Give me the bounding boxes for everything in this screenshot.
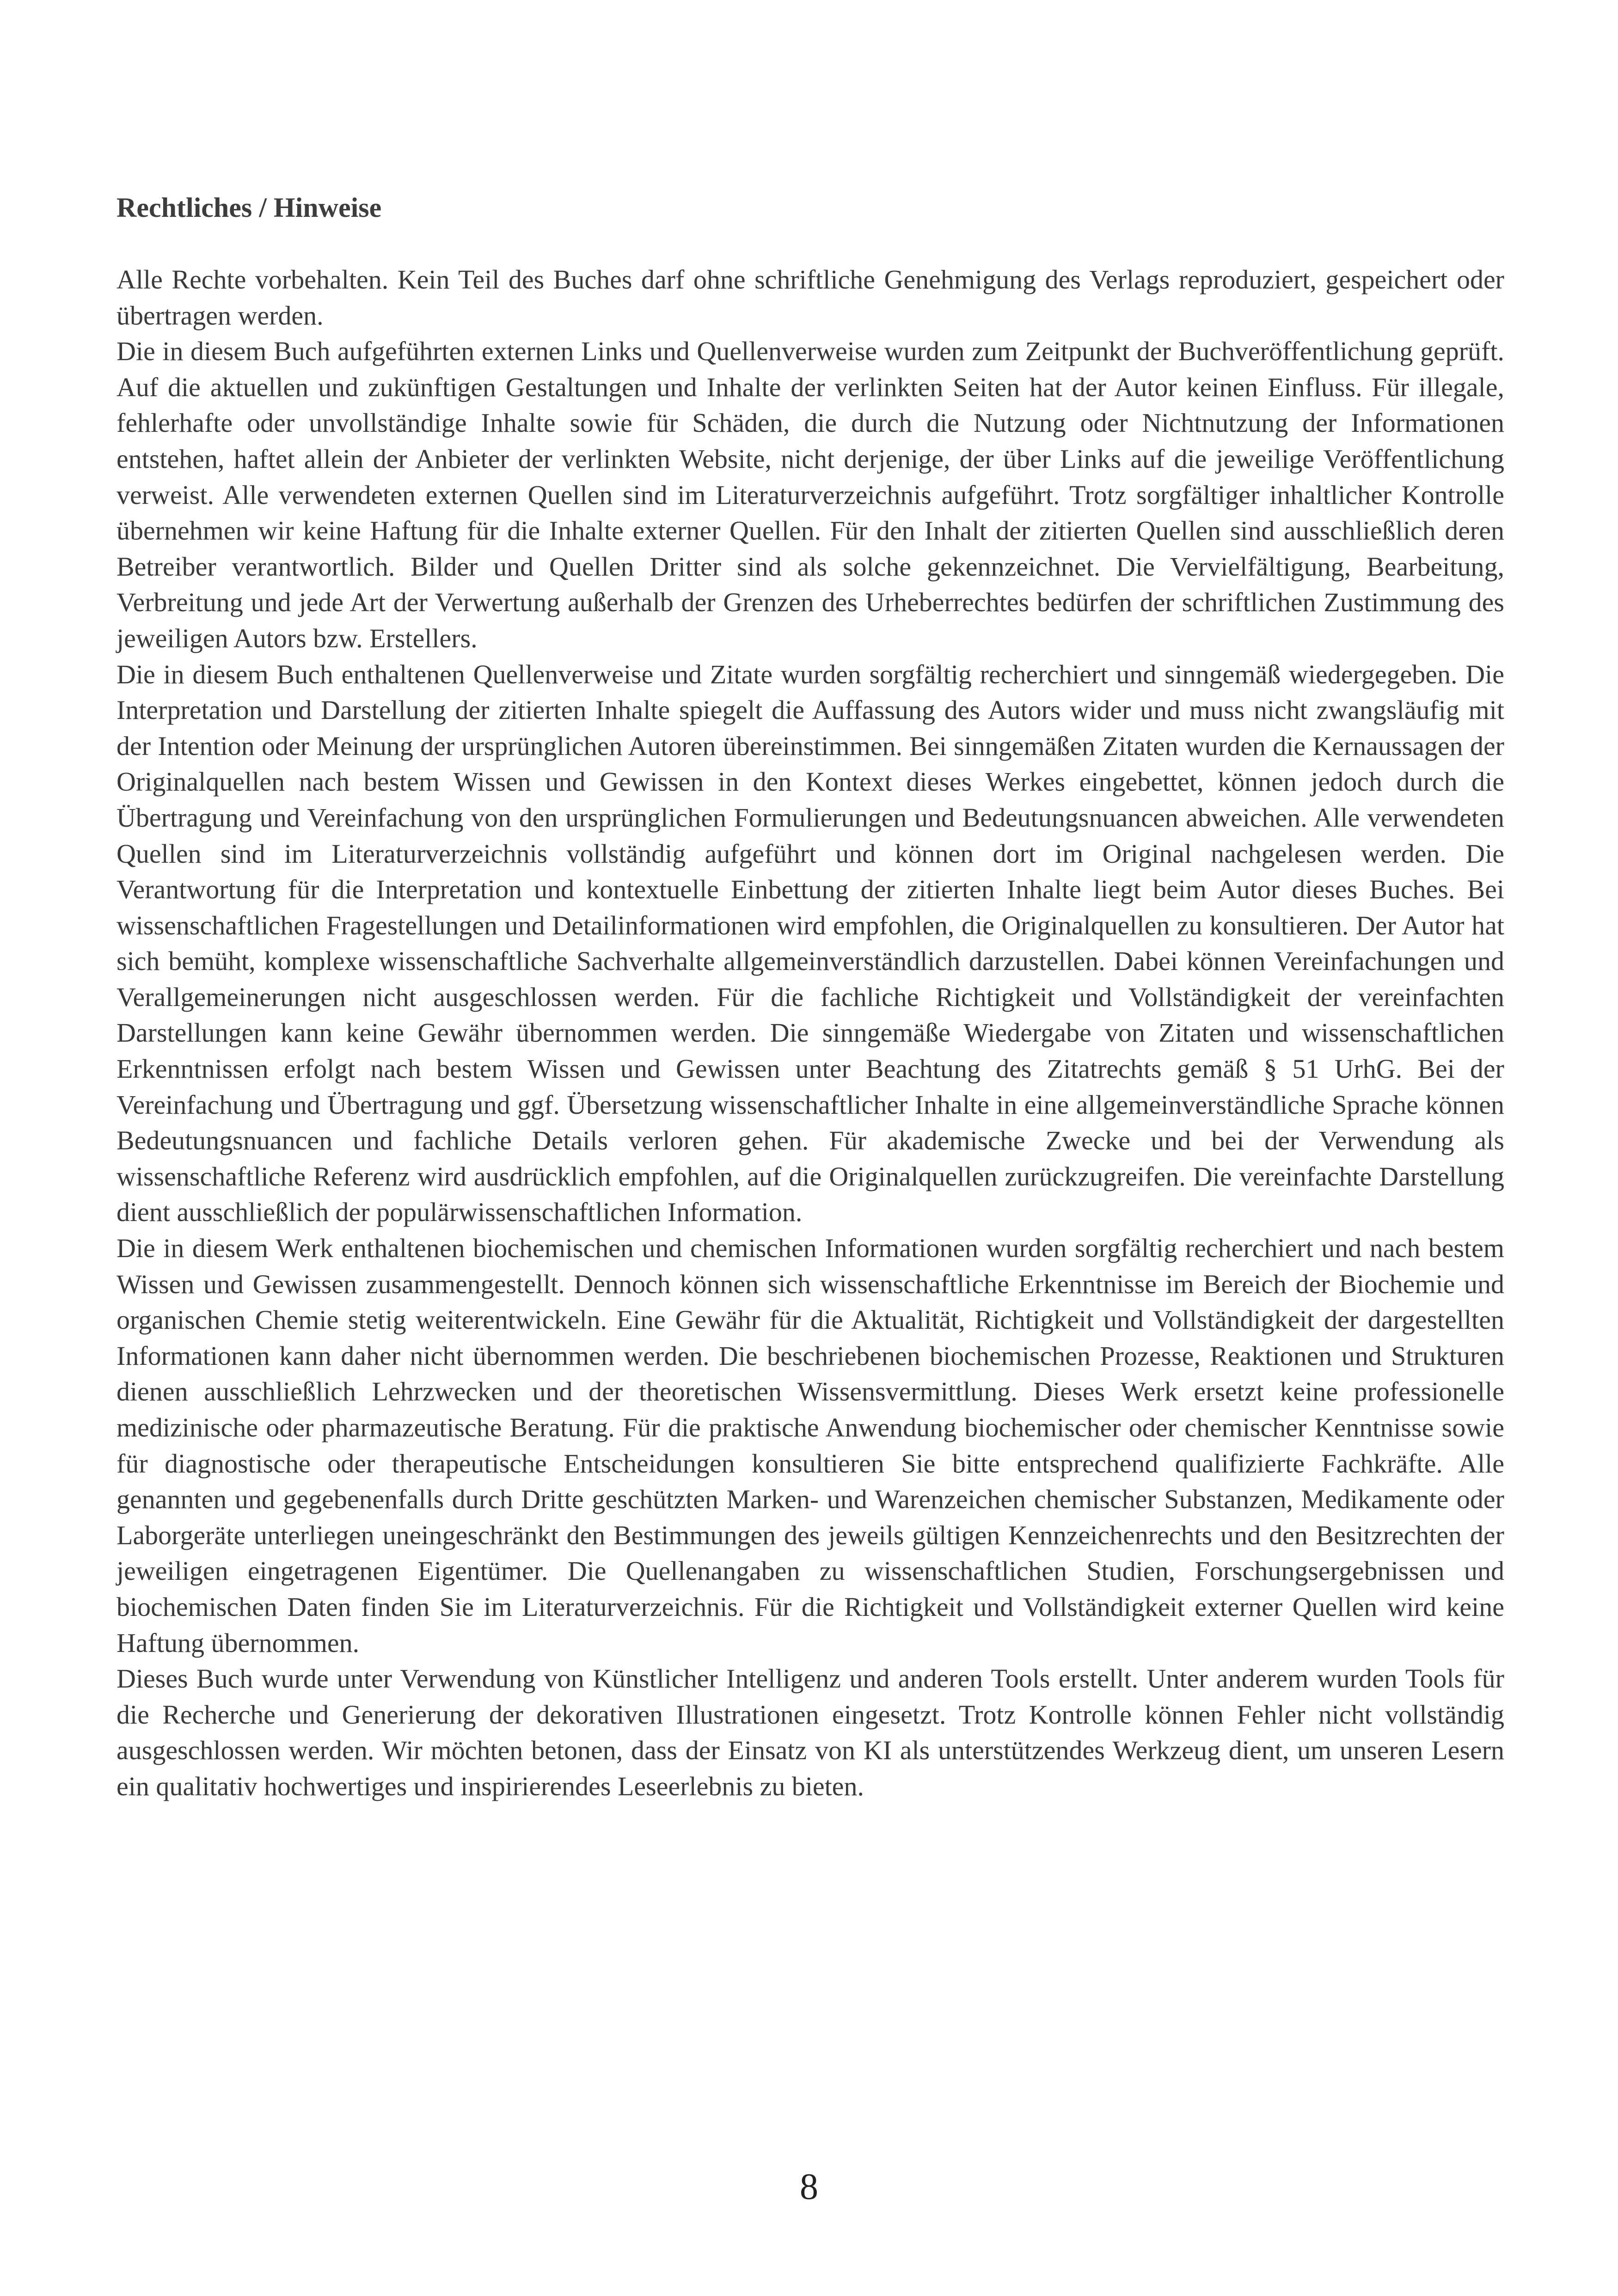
section-heading: Rechtliches / Hinweise bbox=[116, 192, 382, 223]
page-body bbox=[116, 190, 1504, 1805]
paragraph-external-links: Die in diesem Buch aufgeführten externen Links und Quellenverweise wurden zum Zeitpunkt der Buchveröffentlichung geprüft. Auf die aktuellen und zukünftigen Gestaltungen und Inhalte der verlinkten Seiten hat der Autor keinen Einfluss. Für illegale, fehlerhafte oder unvollständige Inhalte sowie für Schäden, die durch die Nutzung oder Nichtnutzung der Informationen entstehen, haftet allein der Anbieter der verlinkten Website, nicht derjenige, der über Links auf die jeweilige Veröffentlichung verweist. Alle verwendeten externen Quellen sind im Literaturverzeichnis aufgeführt. Trotz sorgfältiger inhaltlicher Kontrolle übernehmen wir keine Haftung für die Inhalte externer Quellen. Für den Inhalt der zitierten Quellen sind ausschließlich deren Betreiber verantwortlich. Bilder und Quellen Dritter sind als solche gekennzeichnet. Die Vervielfältigung, Bearbeitung, Verbreitung und jede Art der Verwertung außerhalb der Grenzen des Urheberrechtes bedürfen der schriftlichen Zustimmung des jeweiligen Autors bzw. Erstellers. bbox=[116, 336, 1504, 653]
page-number: 8 bbox=[800, 2167, 818, 2207]
paragraph-ai-notice: Dieses Buch wurde unter Verwendung von Künstlicher Intelligenz und anderen Tools erstellt. Unter anderem wurden Tools für die Recherche und Generierung der dekorativen Illustrationen eingesetzt. Trotz Kontrolle können Fehler nicht vollständig ausgeschlossen werden. Wir möchten betonen, dass der Einsatz von KI als unterstützendes Werkzeug dient, um unseren Lesern ein qualitativ hochwertiges und inspirierendes Leseerlebnis zu bieten. bbox=[116, 1664, 1504, 1801]
paragraph-biochemistry-disclaimer: Die in diesem Werk enthaltenen biochemischen und chemischen Informationen wurden sorgfältig recherchiert und nach bestem Wissen und Gewissen zusammengestellt. Dennoch können sich wissenschaftliche Erkenntnisse im Bereich der Biochemie und organischen Chemie stetig weiterentwickeln. Eine Gewähr für die Aktualität, Richtigkeit und Vollständigkeit der dargestellten Informationen kann daher nicht übernommen werden. Die beschriebenen biochemischen Prozesse, Reaktionen und Strukturen dienen ausschließlich Lehrzwecken und der theoretischen Wissensvermittlung. Dieses Werk ersetzt keine professionelle medizinische oder pharmazeutische Beratung. Für die praktische Anwendung biochemischer oder chemischer Kenntnisse sowie für diagnostische oder therapeutische Entscheidungen konsultieren Sie bitte entsprechend qualifizierte Fachkräfte. Alle genannten und gegebenenfalls durch Dritte geschützten Marken- und Warenzeichen chemischer Substanzen, Medikamente oder Laborgeräte unterliegen uneingeschränkt den Bestimmungen des jeweils gültigen Kennzeichenrechts und den Besitzrechten der jeweiligen eingetragenen Eigentümer. Die Quellenangaben zu wissenschaftlichen Studien, Forschungsergebnissen und biochemischen Daten finden Sie im Literaturverzeichnis. Für die Richtigkeit und Vollständigkeit externer Quellen wird keine Haftung übernommen. bbox=[116, 1233, 1504, 1658]
paragraph-copyright: Alle Rechte vorbehalten. Kein Teil des Buches darf ohne schriftliche Genehmigung des Verlags reproduziert, gespeichert oder übertragen werden. bbox=[116, 264, 1504, 331]
paragraph-citations: Die in diesem Buch enthaltenen Quellenverweise und Zitate wurden sorgfältig recherchiert und sinngemäß wiedergegeben. Die Interpretation und Darstellung der zitierten Inhalte spiegelt die Auffassung des Autors wider und muss nicht zwangsläufig mit der Intention oder Meinung der ursprünglichen Autoren übereinstimmen. Bei sinngemäßen Zitaten wurden die Kernaussagen der Originalquellen nach bestem Wissen und Gewissen in den Kontext dieses Werkes eingebettet, können jedoch durch die Übertragung und Vereinfachung von den ursprünglichen Formulierungen und Bedeutungsnuancen abweichen. Alle verwendeten Quellen sind im Literaturverzeichnis vollständig aufgeführt und können dort im Original nachgelesen werden. Die Verantwortung für die Interpretation und kontextuelle Einbettung der zitierten Inhalte liegt beim Autor dieses Buches. Bei wissenschaftlichen Fragestellungen und Detailinformationen wird empfohlen, die Originalquellen zu konsultieren. Der Autor hat sich bemüht, komplexe wissenschaftliche Sachverhalte allgemeinverständlich darzustellen. Dabei können Vereinfachungen und Verallgemeinerungen nicht ausgeschlossen werden. Für die fachliche Richtigkeit und Vollständigkeit der vereinfachten Darstellungen kann keine Gewähr übernommen werden. Die sinngemäße Wiedergabe von Zitaten und wissenschaftlichen Erkenntnissen erfolgt nach bestem Wissen und Gewissen unter Beachtung des Zitatrechts gemäß § 51 UrhG. Bei der Vereinfachung und Übertragung und ggf. Übersetzung wissenschaftlicher Inhalte in eine allgemeinverständliche Sprache können Bedeutungsnuancen und fachliche Details verloren gehen. Für akademische Zwecke und bei der Verwendung als wissenschaftliche Referenz wird ausdrücklich empfohlen, auf die Originalquellen zurückzugreifen. Die vereinfachte Darstellung dient ausschließlich der populärwissenschaftlichen Information. bbox=[116, 659, 1504, 1228]
